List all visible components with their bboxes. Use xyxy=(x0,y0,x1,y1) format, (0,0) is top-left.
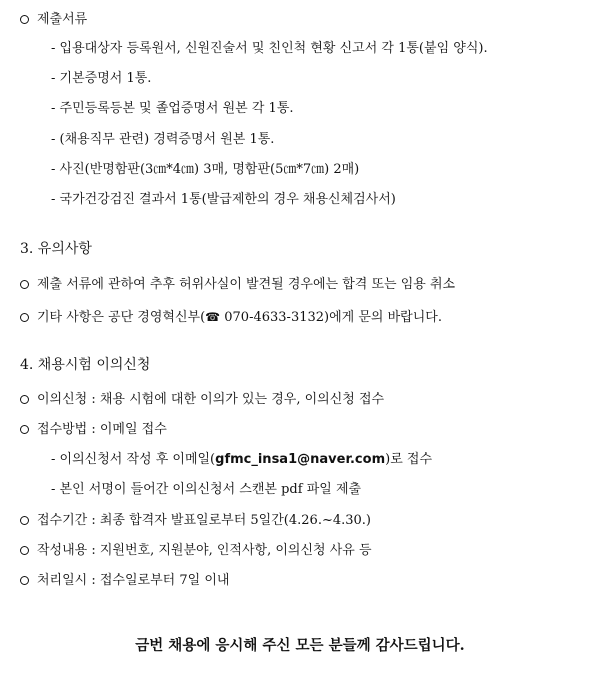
circle-bullet-icon xyxy=(20,395,29,404)
section3-item-cancel: 제출 서류에 관하여 추후 허위사실이 발견될 경우에는 합격 또는 임용 취소 xyxy=(20,276,455,294)
circle-bullet-icon xyxy=(20,546,29,555)
circle-bullet-icon xyxy=(20,516,29,525)
section4-content: 작성내용 : 지원번호, 지원분야, 인적사항, 이의신청 사유 등 xyxy=(20,542,372,560)
documents-item: - 기본증명서 1통. xyxy=(51,71,152,86)
documents-item: - 국가건강검진 결과서 1통(발급제한의 경우 채용신체검사서) xyxy=(51,192,396,207)
section4-apply: 이의신청 : 채용 시험에 대한 이의가 있는 경우, 이의신청 접수 xyxy=(20,391,384,409)
circle-bullet-icon xyxy=(20,576,29,585)
documents-item: - (채용직무 관련) 경력증명서 원본 1통. xyxy=(51,132,275,147)
section4-method: 접수방법 : 이메일 접수 xyxy=(20,421,167,439)
circle-bullet-icon xyxy=(20,15,29,24)
documents-item: - 사진(반명함판(3㎝*4㎝) 3매, 명함판(5㎝*7㎝) 2매) xyxy=(51,162,360,177)
documents-item: - 입용대상자 등록원서, 신원진술서 및 친인척 현황 신고서 각 1통(붙임 양식). xyxy=(51,41,488,56)
documents-item: - 주민등록등본 및 졸업증명서 원본 각 1통. xyxy=(51,101,294,116)
circle-bullet-icon xyxy=(20,280,29,289)
circle-bullet-icon xyxy=(20,425,29,434)
section4-period: 접수기간 : 최종 합격자 발표일로부터 5일간(4.26.~4.30.) xyxy=(20,512,371,530)
section4-heading: 4. 채용시험 이의신청 xyxy=(20,357,151,373)
section4-scan: - 본인 서명이 들어간 이의신청서 스캔본 pdf 파일 제출 xyxy=(51,482,362,497)
section3-heading: 3. 유의사항 xyxy=(20,241,92,257)
section4-process: 처리일시 : 접수일로부터 7일 이내 xyxy=(20,572,229,590)
section4-email-line: - 이의신청서 작성 후 이메일(gfmc_insa1@naver.com)로 접수 xyxy=(51,452,433,467)
closing-message: 금번 채용에 응시해 주신 모든 분들께 감사드립니다. xyxy=(135,637,465,654)
section3-item-contact: 기타 사항은 공단 경영혁신부(☎ 070-4633-3132)에게 문의 바랍니다. xyxy=(20,308,442,327)
email-address[interactable]: gfmc_insa1@naver.com xyxy=(215,452,386,467)
circle-bullet-icon xyxy=(20,313,29,322)
phone-icon: ☎ xyxy=(205,310,221,324)
documents-title: 제출서류 xyxy=(20,11,87,29)
